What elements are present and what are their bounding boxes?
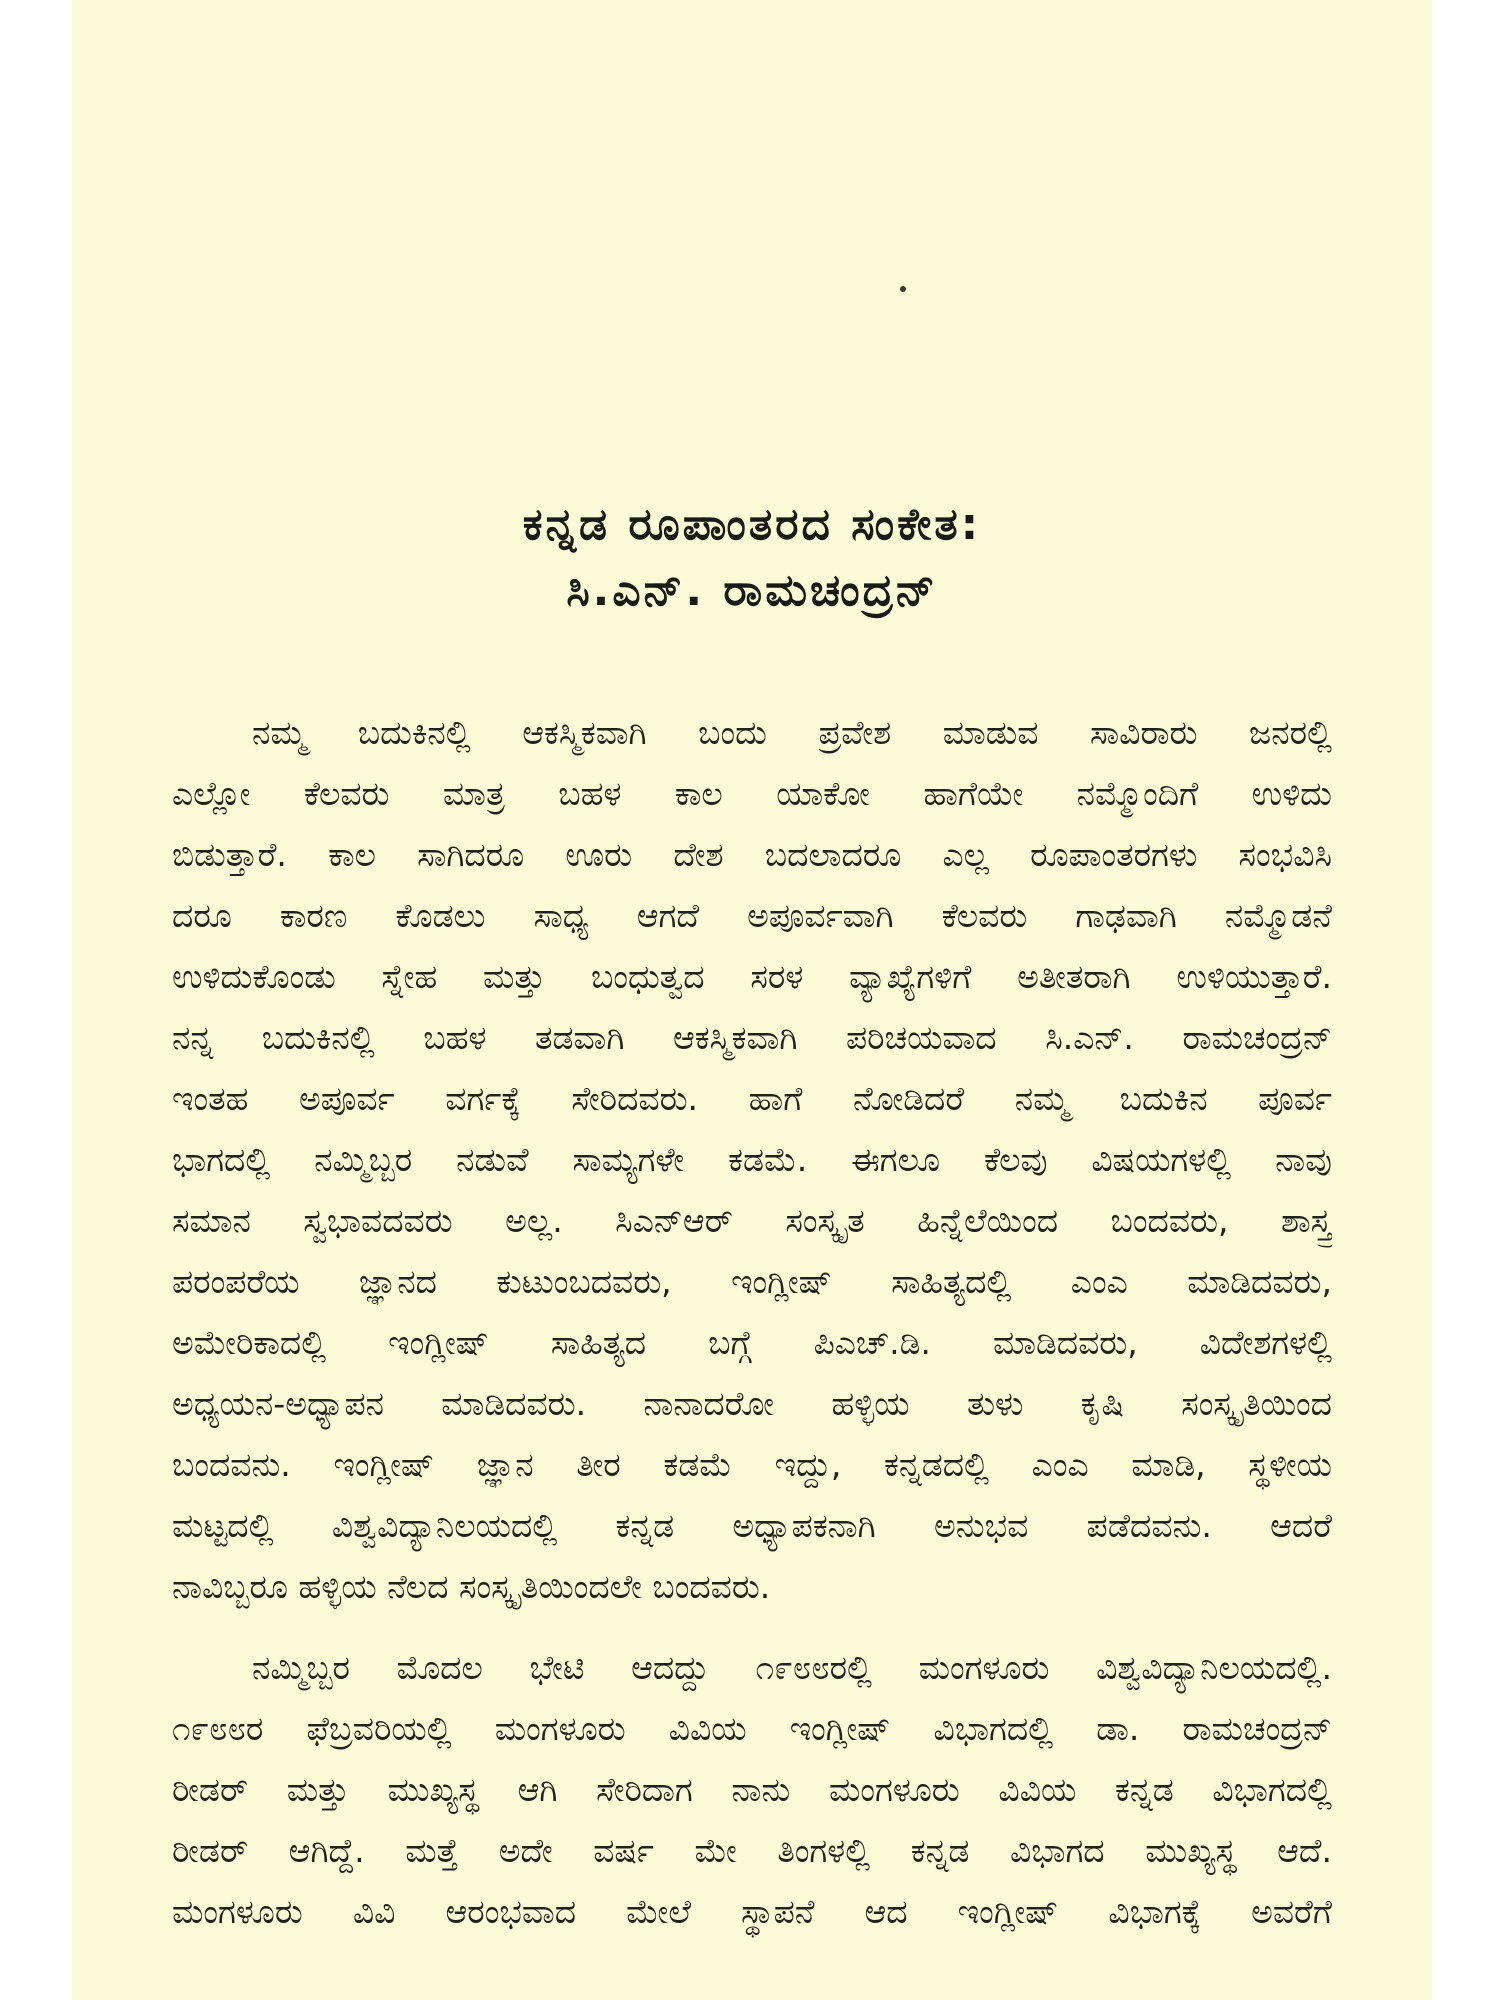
text-line: ಮಟ್ಟದಲ್ಲಿ ವಿಶ್ವವಿದ್ಯಾನಿಲಯದಲ್ಲಿ ಕನ್ನಡ ಅಧ್ಯಾಪಕನಾಗಿ ಅನುಭವ ಪಡೆದವನು. ಆದರೆ [172,1506,1332,1545]
text-line: ಇಂತಹ ಅಪೂರ್ವ ವರ್ಗಕ್ಕೆ ಸೇರಿದವರು. ಹಾಗೆ ನೋಡಿದರೆ ನಮ್ಮ ಬದುಕಿನ ಪೂರ್ವ [172,1079,1332,1118]
text-line: ಅಮೇರಿಕಾದಲ್ಲಿ ಇಂಗ್ಲೀಷ್ ಸಾಹಿತ್ಯದ ಬಗ್ಗೆ ಪಿಎಚ್.ಡಿ. ಮಾಡಿದವರು, ವಿದೇಶಗಳಲ್ಲಿ [172,1323,1332,1362]
text-line: ಪರಂಪರೆಯ ಜ್ಞಾನದ ಕುಟುಂಬದವರು, ಇಂಗ್ಲೀಷ್ ಸಾಹಿತ್ಯದಲ್ಲಿ ಎಂಎ ಮಾಡಿದವರು, [172,1262,1332,1301]
text-line: ಅಧ್ಯಯನ-ಅಧ್ಯಾಪನ ಮಾಡಿದವರು. ನಾನಾದರೋ ಹಳ್ಳಿಯ ತುಳು ಕೃಷಿ ಸಂಸ್ಕೃತಿಯಿಂದ [172,1384,1332,1423]
text-line: ಉಳಿದುಕೊಂಡು ಸ್ನೇಹ ಮತ್ತು ಬಂಧುತ್ವದ ಸರಳ ವ್ಯಾಖ್ಯೆಗಳಿಗೆ ಅತೀತರಾಗಿ ಉಳಿಯುತ್ತಾರೆ. [172,957,1332,996]
text-line: ಭಾಗದಲ್ಲಿ ನಮ್ಮಿಬ್ಬರ ನಡುವೆ ಸಾಮ್ಯಗಳೇ ಕಡಮೆ. ಈಗಲೂ ಕೆಲವು ವಿಷಯಗಳಲ್ಲಿ ನಾವು [172,1140,1332,1179]
text-line: ದರೂ ಕಾರಣ ಕೊಡಲು ಸಾಧ್ಯ ಆಗದೆ ಅಪೂರ್ವವಾಗಿ ಕೆಲವರು ಗಾಢವಾಗಿ ನಮ್ಮೊಡನೆ [172,896,1332,935]
text-line: ನಮ್ಮ ಬದುಕಿನಲ್ಲಿ ಆಕಸ್ಮಿಕವಾಗಿ ಬಂದು ಪ್ರವೇಶ ಮಾಡುವ ಸಾವಿರಾರು ಜನರಲ್ಲಿ [252,713,1332,752]
text-line: ರೀಡರ್ ಮತ್ತು ಮುಖ್ಯಸ್ಥ ಆಗಿ ಸೇರಿದಾಗ ನಾನು ಮಂಗಳೂರು ವಿವಿಯ ಕನ್ನಡ ವಿಭಾಗದಲ್ಲಿ [172,1770,1332,1809]
paragraph-2 [172,1637,1332,1942]
page-dot-mark [900,286,906,292]
text-line: ರೀಡರ್ ಆಗಿದ್ದೆ. ಮತ್ತೆ ಅದೇ ವರ್ಷ ಮೇ ತಿಂಗಳಲ್ಲಿ ಕನ್ನಡ ವಿಭಾಗದ ಮುಖ್ಯಸ್ಥ ಆದೆ. [172,1831,1332,1870]
chapter-title-line-1: ಕನ್ನಡ ರೂಪಾಂತರದ ಸಂಕೇತ: [522,499,982,550]
text-line: ನಾವಿಬ್ಬರೂ ಹಳ್ಳಿಯ ನೆಲದ ಸಂಸ್ಕೃತಿಯಿಂದಲೇ ಬಂದವರು. [172,1567,771,1606]
text-line: ಮಂಗಳೂರು ವಿವಿ ಆರಂಭವಾದ ಮೇಲೆ ಸ್ಥಾಪನೆ ಆದ ಇಂಗ್ಲೀಷ್ ವಿಭಾಗಕ್ಕೆ ಅವರೆಗೆ [172,1892,1332,1931]
text-line: ಬಿಡುತ್ತಾರೆ. ಕಾಲ ಸಾಗಿದರೂ ಊರು ದೇಶ ಬದಲಾದರೂ ಎಲ್ಲ ರೂಪಾಂತರಗಳು ಸಂಭವಿಸಿ [172,835,1332,874]
text-line: ೧೯೮೮ರ ಫೆಬ್ರವರಿಯಲ್ಲಿ ಮಂಗಳೂರು ವಿವಿಯ ಇಂಗ್ಲೀಷ್ ವಿಭಾಗದಲ್ಲಿ ಡಾ. ರಾಮಚಂದ್ರನ್ [172,1709,1332,1748]
text-line: ಬಂದವನು. ಇಂಗ್ಲೀಷ್ ಜ್ಞಾನ ತೀರ ಕಡಮೆ ಇದ್ದು, ಕನ್ನಡದಲ್ಲಿ ಎಂಎ ಮಾಡಿ, ಸ್ಥಳೀಯ [172,1445,1332,1484]
text-line: ನನ್ನ ಬದುಕಿನಲ್ಲಿ ಬಹಳ ತಡವಾಗಿ ಆಕಸ್ಮಿಕವಾಗಿ ಪರಿಚಯವಾದ ಸಿ.ಎನ್. ರಾಮಚಂದ್ರನ್ [172,1018,1332,1057]
chapter-title-line-2: ಸಿ.ಎನ್. ರಾಮಚಂದ್ರನ್ [566,565,938,616]
text-line: ಎಲ್ಲೋ ಕೆಲವರು ಮಾತ್ರ ಬಹಳ ಕಾಲ ಯಾಕೋ ಹಾಗೆಯೇ ನಮ್ಮೊಂದಿಗೆ ಉಳಿದು [172,774,1332,813]
chapter-title [72,492,1432,624]
book-page [72,0,1432,2000]
text-line: ನಮ್ಮಿಬ್ಬರ ಮೊದಲ ಭೇಟಿ ಆದದ್ದು ೧೯೮೮ರಲ್ಲಿ ಮಂಗಳೂರು ವಿಶ್ವವಿದ್ಯಾನಿಲಯದಲ್ಲಿ. [252,1648,1332,1687]
text-line: ಸಮಾನ ಸ್ವಭಾವದವರು ಅಲ್ಲ. ಸಿಎನ್ಆರ್ ಸಂಸ್ಕೃತ ಹಿನ್ನೆಲೆಯಿಂದ ಬಂದವರು, ಶಾಸ್ತ್ರ [172,1201,1332,1240]
chapter-body [172,702,1332,1942]
paragraph-1 [172,702,1332,1617]
